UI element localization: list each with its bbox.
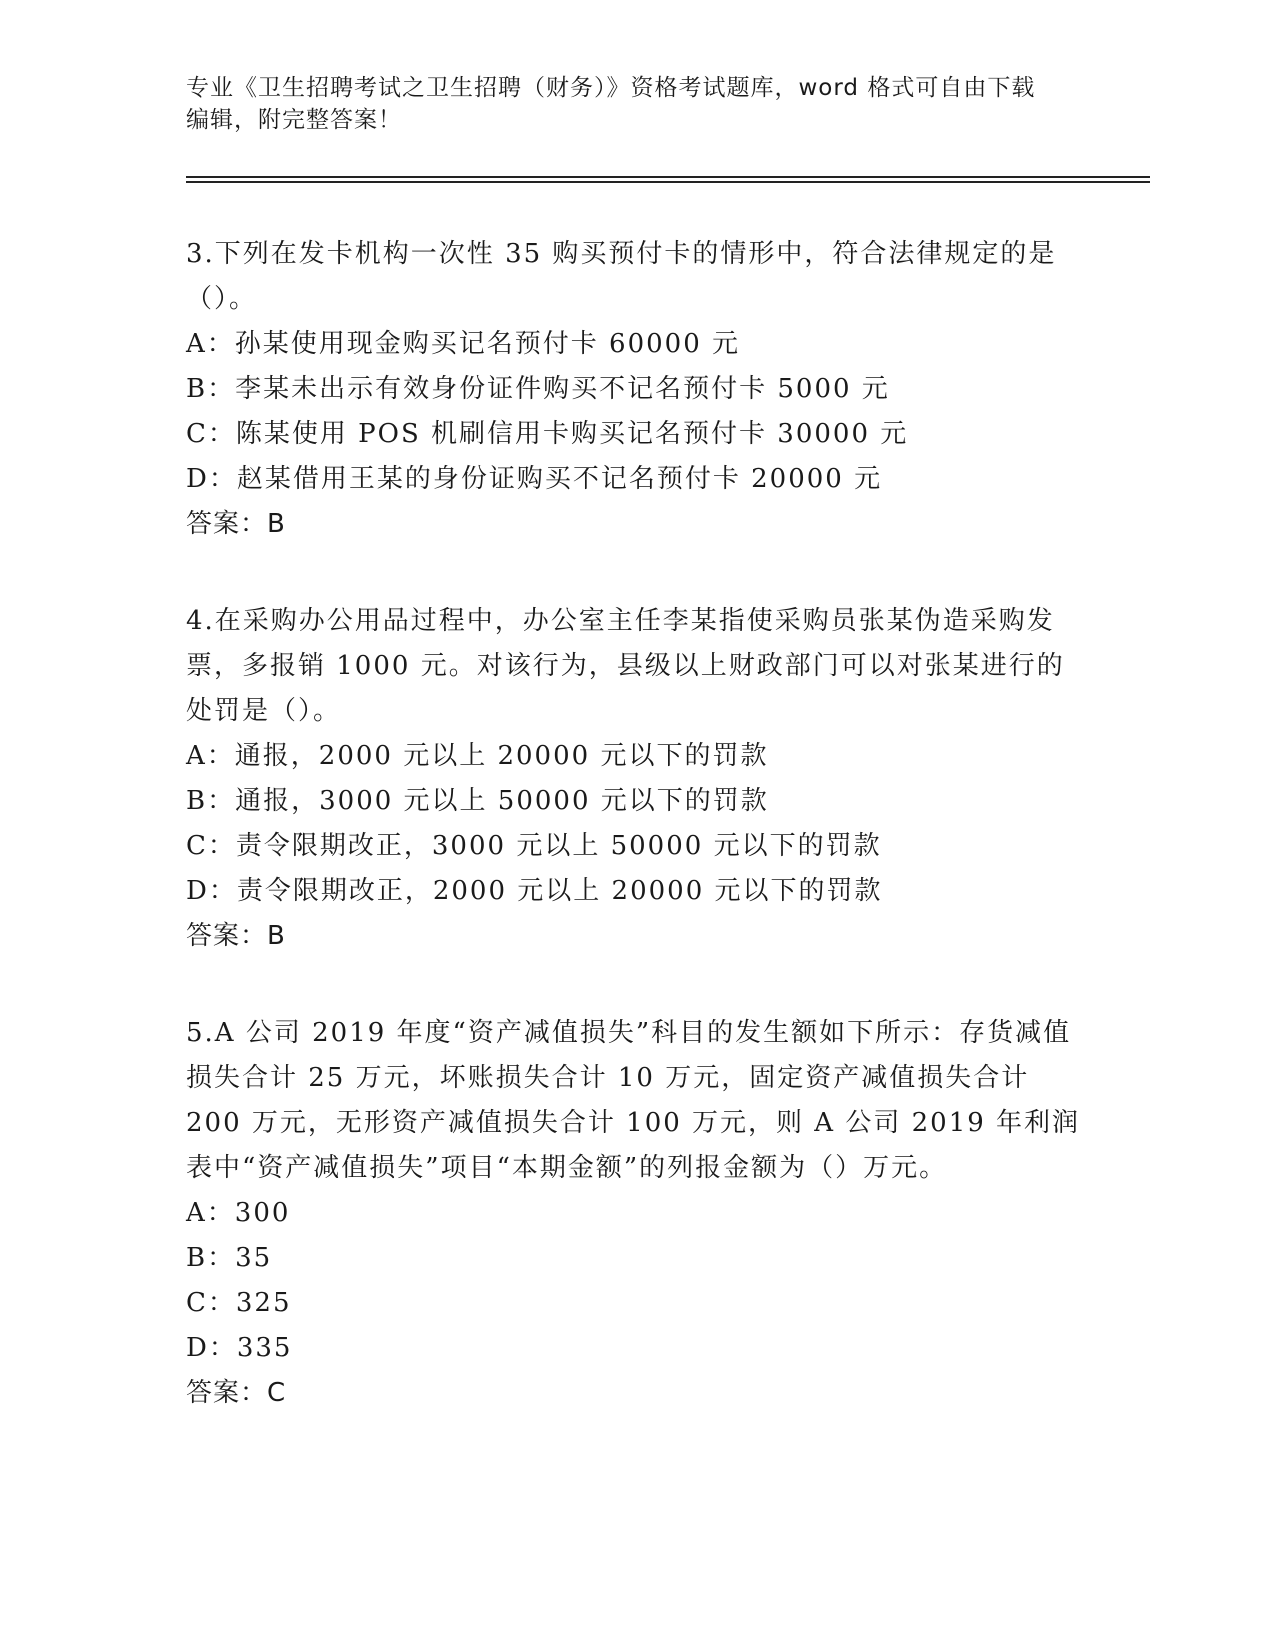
question-list [186,232,1086,1468]
answer-line: 答案：B [186,921,286,951]
header-line-1: 专业《卫生招聘考试之卫生招聘（财务）》资格考试题库，word 格式可自由下载 [186,75,1036,101]
header-divider-bottom [186,181,1150,183]
option-c: C：325 [186,1288,292,1318]
option-a: A：300 [186,1198,291,1228]
option-d: D：赵某借用王某的身份证购买不记名预付卡 20000 元 [186,464,883,494]
option-d: D：责令限期改正，2000 元以上 20000 元以下的罚款 [186,876,883,906]
option-c: C：责令限期改正，3000 元以上 50000 元以下的罚款 [186,831,882,861]
question-stem: 5.A 公司 2019 年度“资产减值损失”科目的发生额如下所示：存货减值损失合计 25 万元，坏账损失合计 10 万元，固定资产减值损失合计 200 万元，无形资产减值损失合计 100 万元，则 A 公司 2019 年利润表中“资产减值损失”项目“本期金额”的列报金额为（）万元。 [186,1018,1081,1183]
answer-line: 答案：B [186,509,286,539]
option-b: B：35 [186,1243,273,1273]
question-4 [186,599,1086,959]
question-5 [186,1011,1086,1416]
question-stem: 4.在采购办公用品过程中，办公室主任李某指使采购员张某伪造采购发票，多报销 1000 元。对该行为，县级以上财政部门可以对张某进行的处罚是（）。 [186,606,1065,726]
option-a: A：孙某使用现金购买记名预付卡 60000 元 [186,329,741,359]
option-b: B：通报，3000 元以上 50000 元以下的罚款 [186,786,769,816]
option-a: A：通报，2000 元以上 20000 元以下的罚款 [186,741,769,771]
header-line-2: 编辑，附完整答案！ [186,107,402,133]
question-3 [186,232,1086,547]
document-header [186,72,1086,136]
answer-line: 答案：C [186,1378,287,1408]
option-d: D：335 [186,1333,293,1363]
option-b: B：李某未出示有效身份证件购买不记名预付卡 5000 元 [186,374,890,404]
option-c: C：陈某使用 POS 机刷信用卡购买记名预付卡 30000 元 [186,419,909,449]
header-divider-top [186,176,1150,178]
question-stem: 3.下列在发卡机构一次性 35 购买预付卡的情形中，符合法律规定的是（）。 [186,239,1057,314]
